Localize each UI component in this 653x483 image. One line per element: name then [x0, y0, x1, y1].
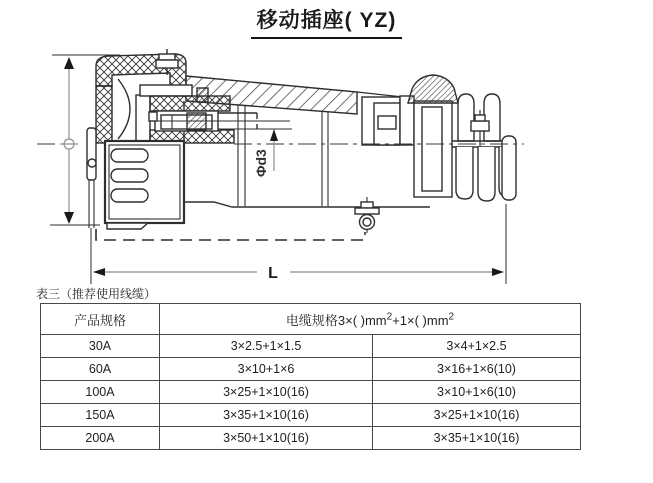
cell-cable2: 3×16+1×6(10) [373, 358, 581, 381]
cell-spec: 150A [41, 404, 160, 427]
latch-clip [87, 128, 96, 228]
header-product-spec: 产品规格 [41, 304, 160, 335]
rubber-boot [408, 75, 458, 103]
dim-label-length: L [268, 265, 278, 282]
table-header-row [41, 304, 581, 335]
table-row [41, 358, 581, 381]
table-row [41, 427, 581, 450]
cell-cable1: 3×2.5+1×1.5 [160, 335, 373, 358]
eyelet-screw [355, 197, 379, 233]
dimension-d3 [253, 129, 278, 177]
cell-cable1: 3×35+1×10(16) [160, 404, 373, 427]
table-row [41, 335, 581, 358]
cell-cable2: 3×10+1×6(10) [373, 381, 581, 404]
plug-face [105, 141, 184, 229]
page-title: 移动插座( YZ) [251, 4, 403, 39]
connector-section-view [37, 49, 524, 240]
cable-spec-table [40, 303, 581, 450]
header-cable-spec: 电缆规格3×( )$mm^2+1\times$( )$mm^2$ [160, 304, 581, 335]
cell-cable1: 3×50+1×10(16) [160, 427, 373, 450]
cell-spec: 200A [41, 427, 160, 450]
table-row [41, 381, 581, 404]
cell-cable1: 3×25+1×10(16) [160, 381, 373, 404]
cell-spec: 60A [41, 358, 160, 381]
table-row [41, 404, 581, 427]
cell-cable2: 3×35+1×10(16) [373, 427, 581, 450]
cell-spec: 100A [41, 381, 160, 404]
hidden-line [96, 229, 365, 240]
table-caption: 表三（推荐使用线缆） [36, 287, 157, 301]
cell-cable2: 3×25+1×10(16) [373, 404, 581, 427]
cell-spec: 30A [41, 335, 160, 358]
cell-cable2: 3×4+1×2.5 [373, 335, 581, 358]
cable-gland [452, 94, 516, 201]
dim-label-d3: Φd3 [253, 149, 269, 177]
cell-cable1: 3×10+1×6 [160, 358, 373, 381]
